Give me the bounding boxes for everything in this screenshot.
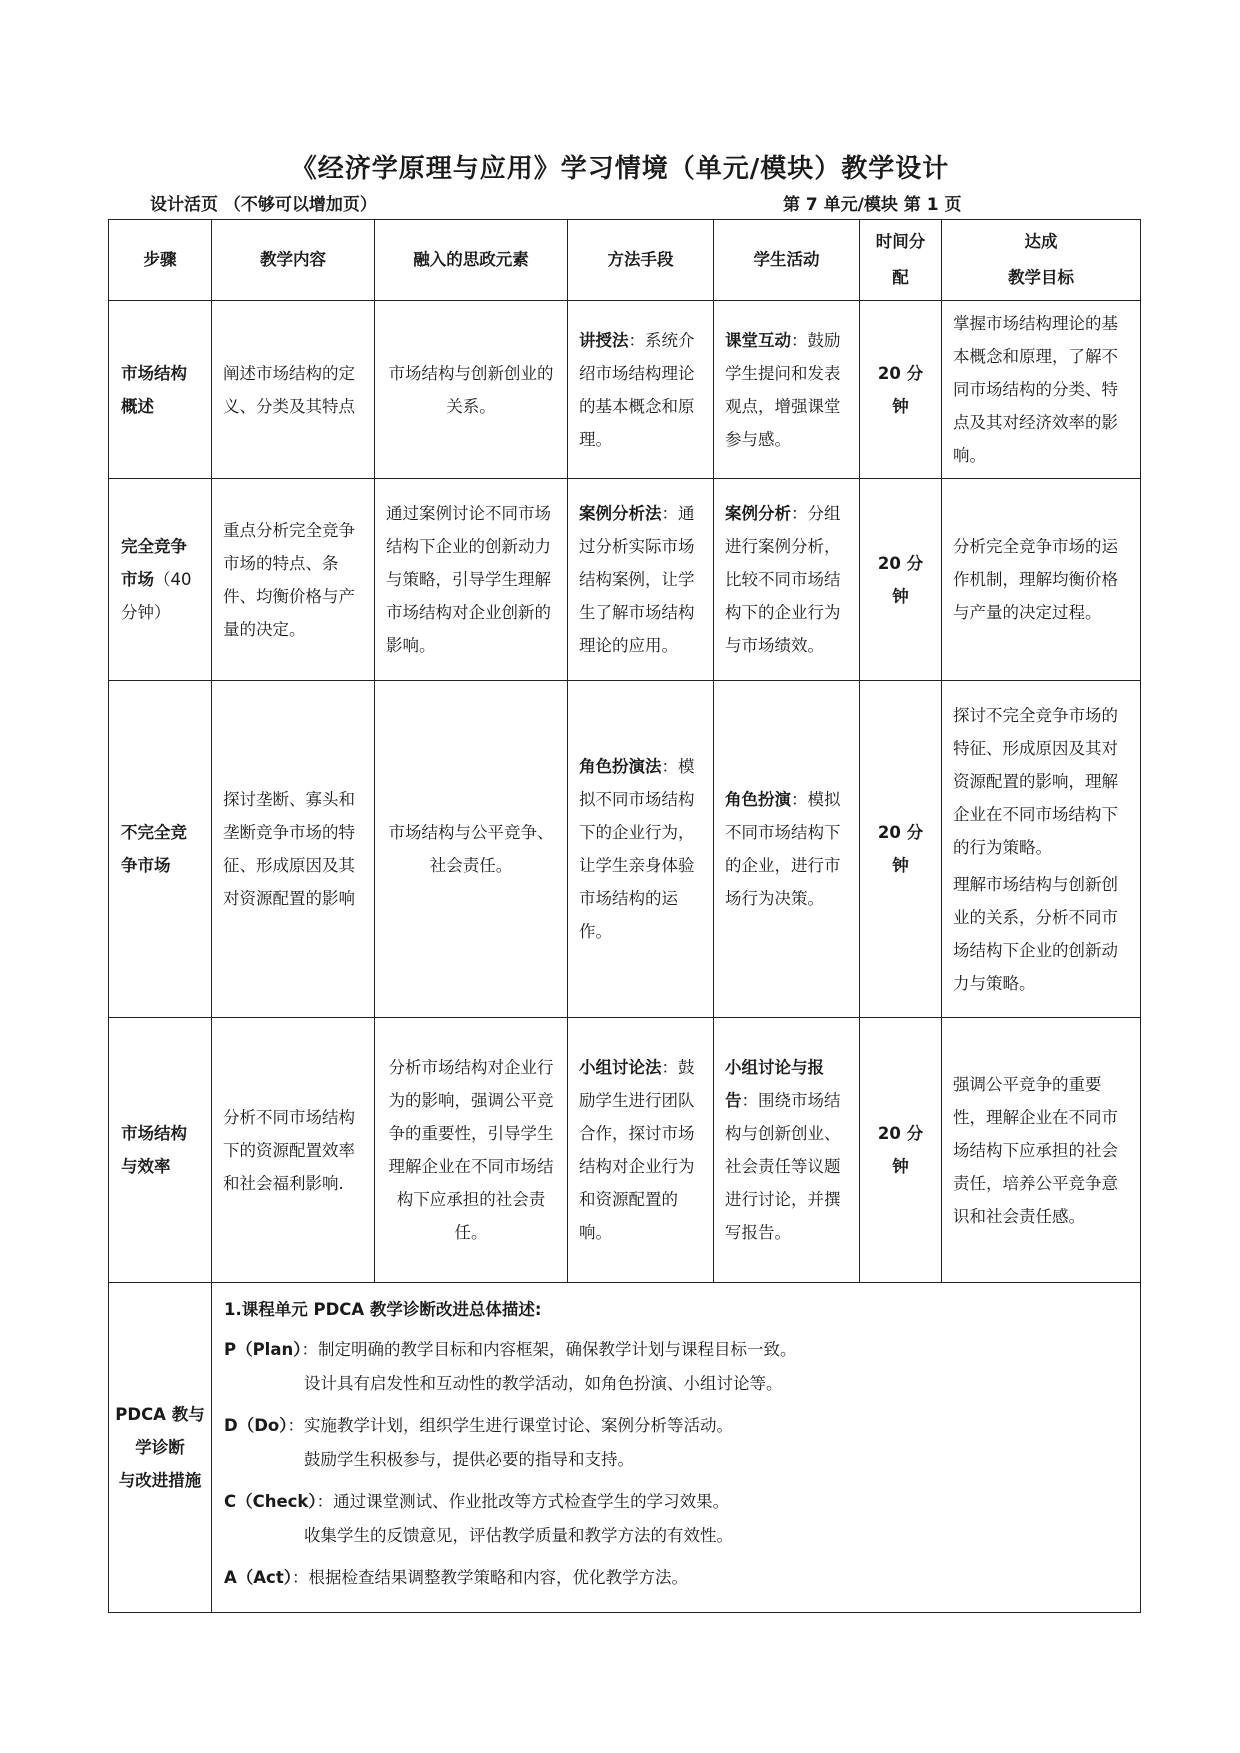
goal-cell: 掌握市场结构理论的基本概念和原理，了解不同市场结构的分类、特点及其对经济效率的影响。 [942, 301, 1141, 479]
table-row [109, 479, 1141, 681]
method-cell: 角色扮演法：模拟不同市场结构下的企业行为，让学生亲身体验市场结构的运作。 [568, 681, 714, 1018]
goal-cell: 强调公平竞争的重要性，理解企业在不同市场结构下应承担的社会责任，培养公平竞争意识和社会责任感。 [942, 1018, 1141, 1283]
goal-cell: 分析完全竞争市场的运作机制，理解均衡价格与产量的决定过程。 [942, 479, 1141, 681]
content-cell: 分析不同市场结构下的资源配置效率和社会福利影响. [212, 1018, 375, 1283]
pdca-item-check: C（Check）：通过课堂测试、作业批改等方式检查学生的学习效果。 收集学生的反馈意见，评估教学质量和教学方法的有效性。 [224, 1491, 733, 1545]
content-cell: 重点分析完全竞争市场的特点、条件、均衡价格与产量的决定。 [212, 479, 375, 681]
activity-cell: 角色扮演：模拟不同市场结构下的企业，进行市场行为决策。 [714, 681, 860, 1018]
header-content: 教学内容 [212, 220, 375, 301]
subtitle-right: 第 7 单元/模块 第 1 页 [783, 195, 962, 215]
ideology-cell: 通过案例讨论不同市场结构下企业的创新动力与策略，引导学生理解市场结构对企业创新的影响。 [375, 479, 568, 681]
table-row [109, 1018, 1141, 1283]
header-goal: 达成 教学目标 [942, 220, 1141, 301]
goal-cell: 探讨不完全竞争市场的特征、形成原因及其对资源配置的影响，理解企业在不同市场结构下的行为策略。 理解市场结构与创新创业的关系，分析不同市场结构下企业的创新动力与策略。 [942, 681, 1141, 1018]
step-cell: 市场结构与效率 [109, 1018, 212, 1283]
pdca-item-act: A（Act）：根据检查结果调整教学策略和内容，优化教学方法。 [224, 1567, 688, 1587]
activity-cell: 案例分析：分组进行案例分析，比较不同市场结构下的企业行为与市场绩效。 [714, 479, 860, 681]
time-cell: 20 分钟 [860, 1018, 942, 1283]
pdca-row [109, 1283, 1141, 1613]
activity-cell: 小组讨论与报告：围绕市场结构与创新创业、社会责任等议题进行讨论，并撰写报告。 [714, 1018, 860, 1283]
method-cell: 小组讨论法：鼓励学生进行团队合作，探讨市场结构对企业行为和资源配置的响。 [568, 1018, 714, 1283]
header-ideology: 融入的思政元素 [375, 220, 568, 301]
header-method: 方法手段 [568, 220, 714, 301]
subtitle-left: 设计活页 （不够可以增加页） [150, 195, 377, 215]
ideology-cell: 市场结构与创新创业的关系。 [375, 301, 568, 479]
ideology-cell: 市场结构与公平竞争、社会责任。 [375, 681, 568, 1018]
time-cell: 20 分钟 [860, 301, 942, 479]
pdca-heading: 1.课程单元 PDCA 教学诊断改进总体描述: [224, 1299, 542, 1319]
time-cell: 20 分钟 [860, 681, 942, 1018]
header-row [109, 220, 1141, 301]
step-cell: 不完全竞争市场 [109, 681, 212, 1018]
ideology-cell: 分析市场结构对企业行为的影响，强调公平竞争的重要性，引导学生理解企业在不同市场结构下应承担的社会责任。 [375, 1018, 568, 1283]
content-cell: 探讨垄断、寡头和垄断竞争市场的特征、形成原因及其对资源配置的影响 [212, 681, 375, 1018]
activity-cell: 课堂互动：鼓励学生提问和发表观点，增强课堂参与感。 [714, 301, 860, 479]
pdca-label: PDCA 教与学诊断 与改进措施 [109, 1283, 212, 1613]
teaching-design-table [108, 219, 1141, 1613]
pdca-item-do: D（Do）：实施教学计划，组织学生进行课堂讨论、案例分析等活动。 鼓励学生积极参与，提供必要的指导和支持。 [224, 1415, 733, 1469]
method-cell: 讲授法：系统介绍市场结构理论的基本概念和原理。 [568, 301, 714, 479]
header-activity: 学生活动 [714, 220, 860, 301]
table-row [109, 681, 1141, 1018]
step-cell: 完全竞争市场（40 分钟） [109, 479, 212, 681]
document-title: 《经济学原理与应用》学习情境（单元/模块）教学设计 [290, 154, 950, 184]
pdca-item-plan: P（Plan）：制定明确的教学目标和内容框架，确保教学计划与课程目标一致。 设计具有启发性和互动性的教学活动，如角色扮演、小组讨论等。 [224, 1339, 797, 1393]
time-cell: 20 分钟 [860, 479, 942, 681]
table-row [109, 301, 1141, 479]
content-cell: 阐述市场结构的定义、分类及其特点 [212, 301, 375, 479]
header-time: 时间分 配 [860, 220, 942, 301]
method-cell: 案例分析法：通过分析实际市场结构案例，让学生了解市场结构理论的应用。 [568, 479, 714, 681]
pdca-description [212, 1283, 1141, 1613]
header-step: 步骤 [109, 220, 212, 301]
step-cell: 市场结构概述 [109, 301, 212, 479]
